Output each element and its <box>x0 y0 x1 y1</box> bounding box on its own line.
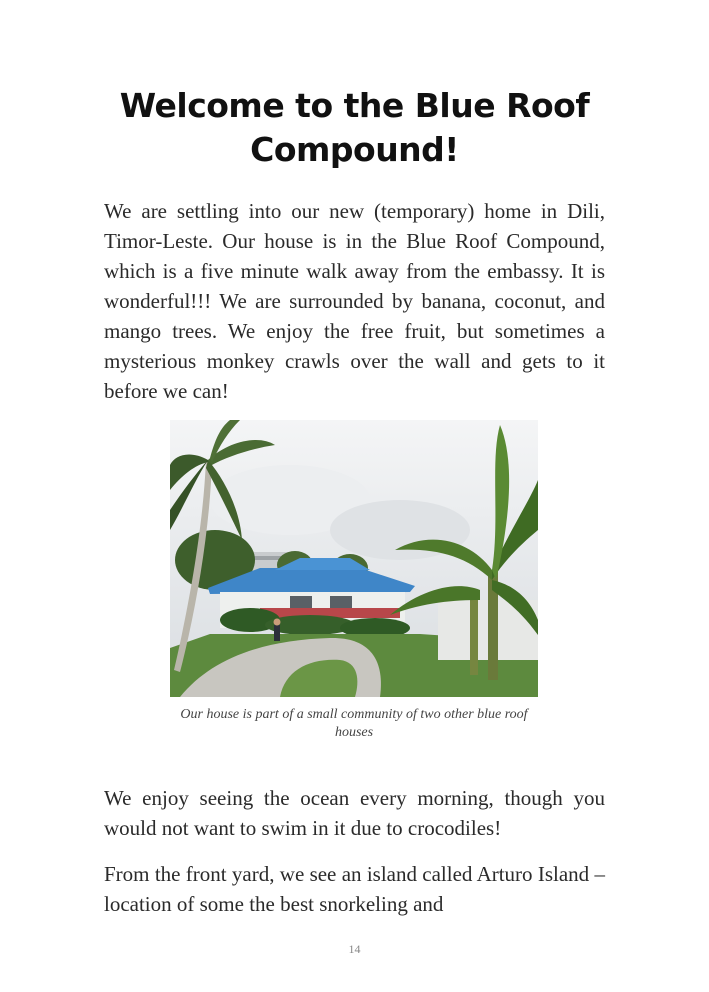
photo-caption: Our house is part of a small community of two other blue roof houses <box>180 707 528 740</box>
body-paragraph-intro: We are settling into our new (temporary) home in Dili, Timor-Leste. Our house is in the Blue Roof Compound, which is a five minute walk away from the embassy. It is wonderful!!! We are surrounded by banana, coconut, and mango trees. We enjoy the free fruit, but sometimes a mysterious monkey crawls over the wall and gets to it before we can! <box>104 199 605 403</box>
page-number: 14 <box>348 942 361 956</box>
body-paragraph-ocean: We enjoy seeing the ocean every morning, though you would not want to swim in it due to crocodiles! <box>104 786 605 840</box>
page-title: Welcome to the Blue Roof Compound! <box>119 86 590 169</box>
window <box>290 596 312 608</box>
child <box>274 625 280 641</box>
house-photo <box>170 420 538 697</box>
banana-trunk <box>470 595 478 675</box>
window <box>330 596 352 608</box>
child-head <box>274 619 281 626</box>
body-paragraph-island: From the front yard, we see an island called Arturo Island – location of some the best snorkeling and <box>104 862 605 916</box>
